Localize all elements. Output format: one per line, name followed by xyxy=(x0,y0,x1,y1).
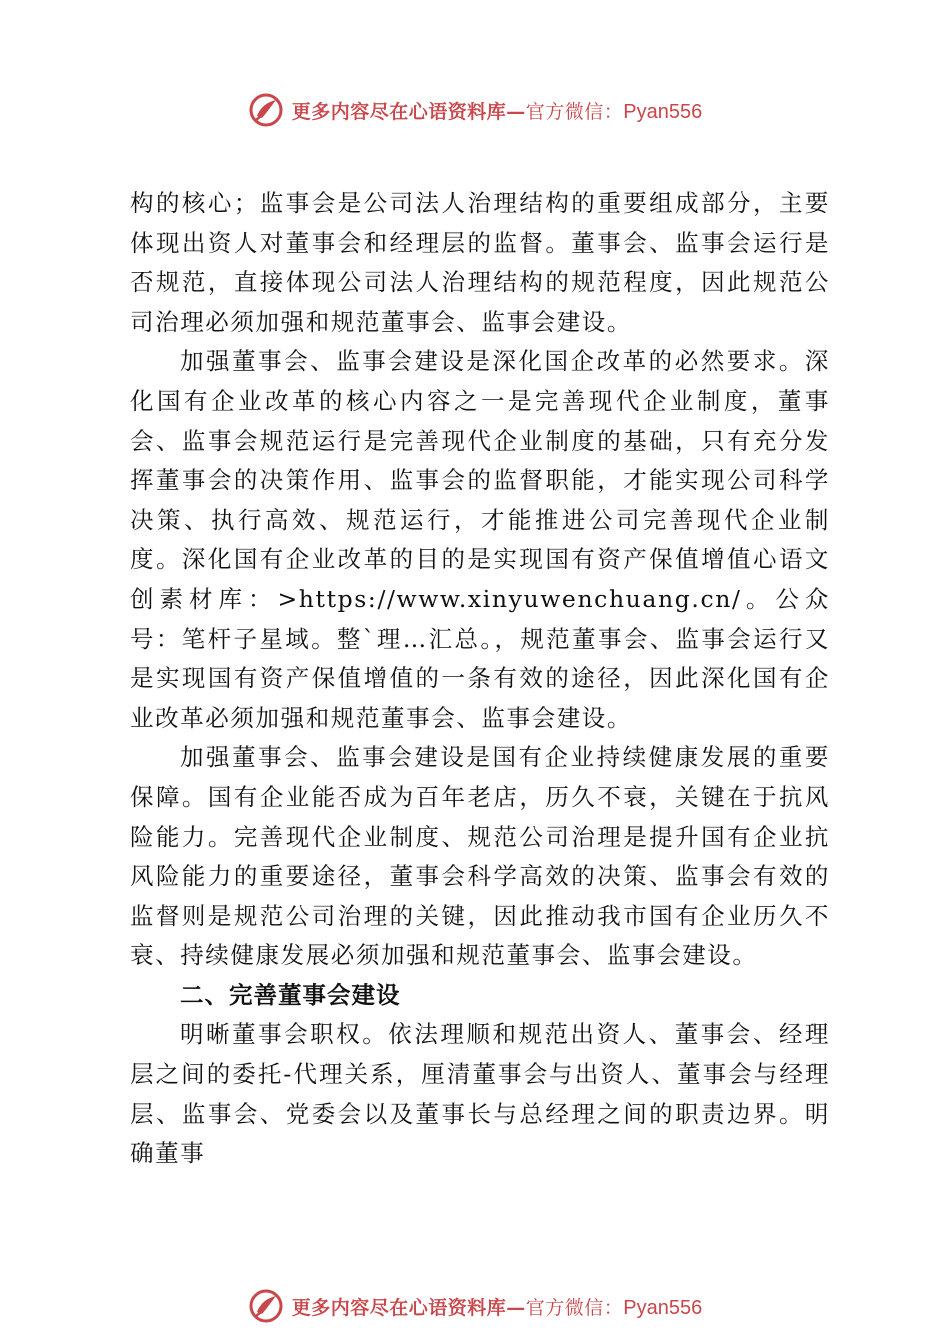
header-site-name: 更多内容尽在心语资料库 xyxy=(291,100,507,123)
section-heading: 二、完善董事会建设 xyxy=(180,980,401,1009)
header-banner-text xyxy=(292,97,703,124)
footer-banner-text xyxy=(292,1293,703,1320)
footer-account: Pyan556 xyxy=(623,1296,703,1319)
paragraph-2: 加强董事会、监事会建设是深化国企改革的必然要求。深化国有企业改革的核心内容之一是完善现代企业制度，董事会、监事会规范运行是完善现代企业制度的基础，只有充分发挥董事会的决策作用、监事会的监督职能，才能实现公司科学决策、执行高效、规范运行，才能推进公司完善现代企业制度。深化国有企业改革的目的是实现国有资产保值增值心语文创素材库：>https://www.xinyuwenchuang.cn/。公众号：笔杆子星域。整`理…汇总。，规范董事会、监事会运行又是实现国有资产保值增值的一条有效的途径，因此深化国有企业改革必须加强和规范董事会、监事会建设。 xyxy=(130,347,830,732)
header-banner xyxy=(0,92,950,128)
paragraph-3: 加强董事会、监事会建设是国有企业持续健康发展的重要保障。国有企业能否成为百年老店，历久不衰，关键在于抗风险能力。完善现代企业制度、规范公司治理是提升国有企业抗风险能力的重要途径，董事会科学高效的决策、监事会有效的监督则是规范公司治理的关键，因此推动我市国有企业历久不衰、持续健康发展必须加强和规范董事会、监事会建设。 xyxy=(130,743,830,970)
document-body xyxy=(130,184,830,1174)
footer-site-name: 更多内容尽在心语资料库 xyxy=(291,1296,507,1319)
paragraph-1: 构的核心；监事会是公司法人治理结构的重要组成部分，主要体现出资人对董事会和经理层的监督。董事会、监事会运行是否规范，直接体现公司法人治理结构的规范程度，因此规范公司治理必须加强和规范董事会、监事会建设。 xyxy=(130,189,830,336)
footer-separator: — xyxy=(506,1296,526,1319)
header-wechat-label: 官方微信： xyxy=(525,100,624,123)
paragraph-4: 明晰董事会职权。依法理顺和规范出资人、董事会、经理层之间的委托-代理关系，厘清董事会与出资人、董事会与经理层、监事会、党委会以及董事长与总经理之间的职责边界。明确董事 xyxy=(130,1020,830,1168)
brush-logo-icon xyxy=(248,1288,284,1324)
header-account: Pyan556 xyxy=(623,100,703,123)
header-separator: — xyxy=(506,100,526,123)
brush-logo-icon xyxy=(248,92,284,128)
footer-wechat-label: 官方微信： xyxy=(525,1296,624,1319)
footer-banner xyxy=(0,1288,950,1324)
